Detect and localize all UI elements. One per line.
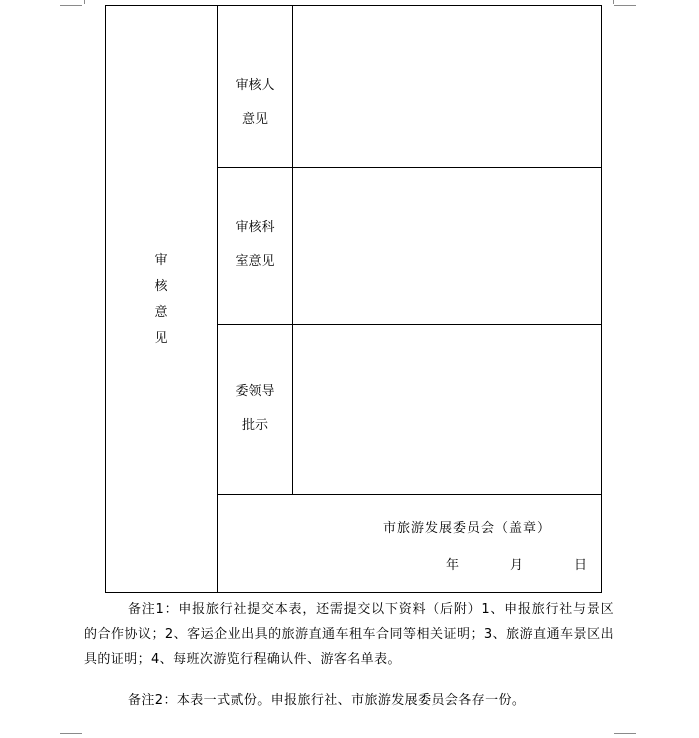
note-2 xyxy=(84,688,614,713)
date-month: 月 xyxy=(510,558,525,573)
reviewer-opinion-label-line1: 审核人 xyxy=(235,78,275,93)
section-label-text: 审核意见 xyxy=(154,253,168,346)
reviewer-opinion-label xyxy=(218,69,292,137)
leader-approval-field[interactable] xyxy=(293,325,601,494)
note-1 xyxy=(84,597,614,672)
crop-mark-top-left-v xyxy=(84,0,85,4)
crop-mark-top-right-v xyxy=(613,0,614,4)
section-label xyxy=(151,248,171,352)
department-opinion-label-line2: 室意见 xyxy=(235,254,275,269)
crop-mark-bottom-right-h xyxy=(614,733,636,734)
reviewer-opinion-field[interactable] xyxy=(293,6,601,167)
stamp-signature: 市旅游发展委员会（盖章） xyxy=(383,521,552,536)
crop-mark-bottom-left-h xyxy=(60,733,82,734)
date-day: 日 xyxy=(574,558,589,573)
crop-mark-top-right-h xyxy=(614,5,636,6)
leader-approval-label-line2: 批示 xyxy=(241,418,268,433)
note-1-text: 备注1：申报旅行社提交本表，还需提交以下资料（后附）1、申报旅行社与景区的合作协议；2、客运企业出具的旅游直通车租车合同等相关证明；3、旅游直通车景区出具的证明；4、每班次游览行程确认件、游客名单表。 xyxy=(84,602,614,667)
date-year: 年 xyxy=(446,558,461,573)
note-2-text: 备注2：本表一式贰份。申报旅行社、市旅游发展委员会各存一份。 xyxy=(128,693,526,708)
department-opinion-label-line1: 审核科 xyxy=(235,220,275,235)
reviewer-opinion-label-line2: 意见 xyxy=(241,112,268,127)
leader-approval-label-line1: 委领导 xyxy=(235,384,275,399)
department-opinion-label xyxy=(218,211,292,279)
crop-mark-top-left-h xyxy=(60,5,82,6)
department-opinion-field[interactable] xyxy=(293,168,601,324)
leader-approval-label xyxy=(218,375,292,443)
row-divider-3 xyxy=(217,494,602,495)
